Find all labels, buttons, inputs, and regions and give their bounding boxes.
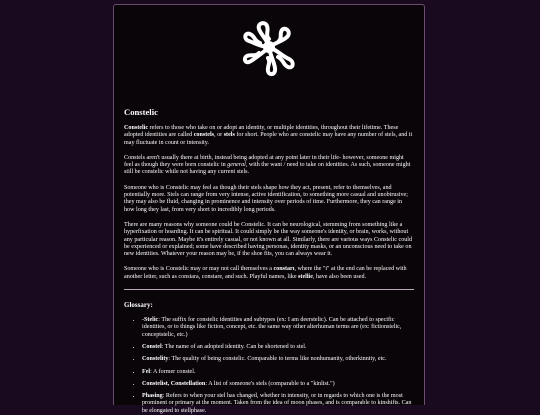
glossary-item: • -Stelic: The suffix for constelic identities and subtypes (ex: I am deerstelic). Can be attached to specific identities, or to things like fiction, concept, etc. the same way other alterhuman terms are (ex: fictionstelic, conceptstelic, etc.) bbox=[142, 317, 414, 339]
glossary-item: • Phasing: Refers to when your stel has changed, whether in intensity, or in regards to which one is the most prominent or primary at the moment. Taken from the idea of moon phases, and is comparable to kinshifts. Can be elongated to stellphase. bbox=[142, 393, 414, 415]
paragraph-origin: Constels aren't usually there at birth, instead being adopted at any point later in their life- however, someone might feel as though they were born constelic in general, with the want / need to take on identities. As such, someone might still be constelic while not having any current stels. bbox=[124, 154, 411, 176]
glossary-item: • Fel: A former constel. bbox=[142, 369, 414, 376]
glossary-item: • Constelist, Constellation: A list of someone's stels (comparable to a "kinlist.") bbox=[142, 381, 414, 388]
content-panel bbox=[113, 4, 425, 414]
paragraph-reasons: There are many reasons why someone could be Constelic. It can be neurological, stemming from something like a hyperfixation or hoarding. It can be spiritual. It could simply be the way someone's identity, or brain, works, without any particular reason. Maybe it's entirely casual, or not known at all. Similarly, there are various ways Constelic could be experienced or explained; some have described having personas, identity masks, or an unconscious need to take on new identities. Whatever your reason may be, if the shoe fits, you can always wear it. bbox=[124, 221, 413, 258]
constelic-knot-logo-icon bbox=[237, 17, 301, 81]
section-divider bbox=[124, 289, 414, 290]
glossary-item: • Constelity: The quality of being constelic. Comparable to terms like nonhumanity, otherkinnity, etc. bbox=[142, 356, 414, 363]
glossary-list bbox=[124, 317, 414, 415]
page-title: Constelic bbox=[124, 107, 158, 117]
paragraph-names: Someone who is Constelic may or may not call themselves a constarı, where the "i" at the end can be replaced with another letter, such as constara, constare, and such. Playful names, like stellie, have also been used. bbox=[124, 266, 407, 280]
paragraph-intro: Constelic refers to those who take on or adopt an identity, or multiple identities, throughout their lifetime. These adopted identities are called constels, or stels for short. People who are constelic may have any number of stels, and it may fluctuate in count or intensity. bbox=[124, 125, 413, 146]
glossary-item: • Constel: The name of an adopted identity. Can be shortened to stel. bbox=[142, 344, 414, 351]
paragraph-expression: Someone who is Constelic may feel as though their stels shape how they act, present, refer to themselves, and potentially more. Stels can range from very intense, active identification, to something more casual and unobtrusive; they may also be fluid, changing in prominence and intensity over periods of time. Furthermore, they can range in how long they last, from very short to incredibly long periods. bbox=[124, 184, 408, 213]
glossary-title: Glossary: bbox=[124, 301, 153, 310]
